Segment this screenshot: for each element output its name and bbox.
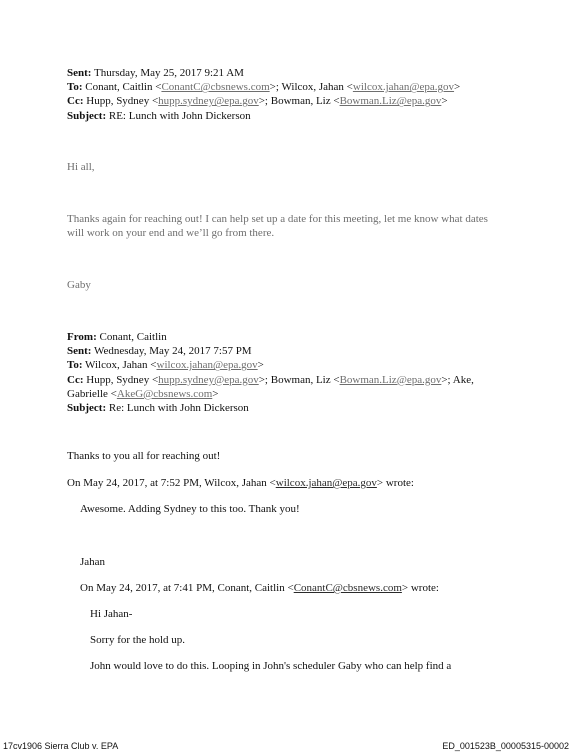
thanks-line: Thanks to you all for reaching out! [67, 450, 221, 462]
email-link[interactable]: wilcox.jahan@epa.gov [156, 359, 258, 372]
quoted-signature: Jahan [80, 556, 106, 568]
footer-case-label: 17cv1906 Sierra Club v. EPA [3, 741, 119, 751]
quote-header-2: On May 24, 2017, at 7:41 PM, Conant, Caitlin <ConantC@cbsnews.com> wrote: [80, 582, 439, 594]
email-link[interactable]: wilcox.jahan@epa.gov [352, 81, 455, 94]
subject-line: Subject: RE: Lunch with John Dickerson [67, 109, 251, 122]
quoted-line: Awesome. Adding Sydney to this too. Thank you! [80, 503, 300, 515]
email-link[interactable]: Bowman.Liz@epa.gov [339, 373, 442, 386]
email-link[interactable]: ConantC@cbsnews.com [161, 81, 270, 94]
quote-header-1: On May 24, 2017, at 7:52 PM, Wilcox, Jahan <wilcox.jahan@epa.gov> wrote: [67, 477, 414, 489]
to-line: To: Wilcox, Jahan <wilcox.jahan@epa.gov> [67, 359, 264, 372]
email-link[interactable]: hupp.sydney@epa.gov [158, 373, 259, 386]
email-link[interactable]: AkeG@cbsnews.com [116, 387, 213, 400]
cc-line: Cc: Hupp, Sydney <hupp.sydney@epa.gov>; Bowman, Liz <Bowman.Liz@epa.gov> [67, 95, 448, 108]
from-line: From: Conant, Caitlin [67, 331, 167, 343]
header-block-2 [67, 330, 474, 415]
subject-line: Subject: Re: Lunch with John Dickerson [67, 402, 249, 415]
sent-line: Sent: Thursday, May 25, 2017 9:21 AM [67, 67, 244, 79]
email-link[interactable]: wilcox.jahan@epa.gov [275, 477, 377, 489]
cc-line-continued: Gabrielle <AkeG@cbsnews.com> [67, 387, 219, 400]
greeting: Hi all, [67, 161, 95, 173]
cc-line: Cc: Hupp, Sydney <hupp.sydney@epa.gov>; Bowman, Liz <Bowman.Liz@epa.gov>; Ake, [67, 373, 474, 386]
email-link[interactable]: hupp.sydney@epa.gov [158, 95, 259, 108]
header-block-1 [67, 66, 460, 123]
signature: Gaby [67, 279, 91, 291]
to-line: To: Conant, Caitlin <ConantC@cbsnews.com>; Wilcox, Jahan <wilcox.jahan@epa.gov> [67, 81, 461, 94]
quoted-greeting: Hi Jahan- [90, 608, 133, 620]
sent-line: Sent: Wednesday, May 24, 2017 7:57 PM [67, 345, 252, 358]
body-paragraph: Thanks again for reaching out! I can help set up a date for this meeting, let me know what dates will work on your end and we’ll go from there. [67, 213, 488, 240]
email-link[interactable]: Bowman.Liz@epa.gov [339, 95, 442, 108]
quoted-line: Sorry for the hold up. [90, 634, 186, 646]
email-link[interactable]: ConantC@cbsnews.com [293, 582, 402, 594]
footer-document-id: ED_001523B_00005315-00002 [442, 741, 569, 751]
quoted-line: John would love to do this. Looping in John's scheduler Gaby who can help find a [90, 660, 452, 672]
